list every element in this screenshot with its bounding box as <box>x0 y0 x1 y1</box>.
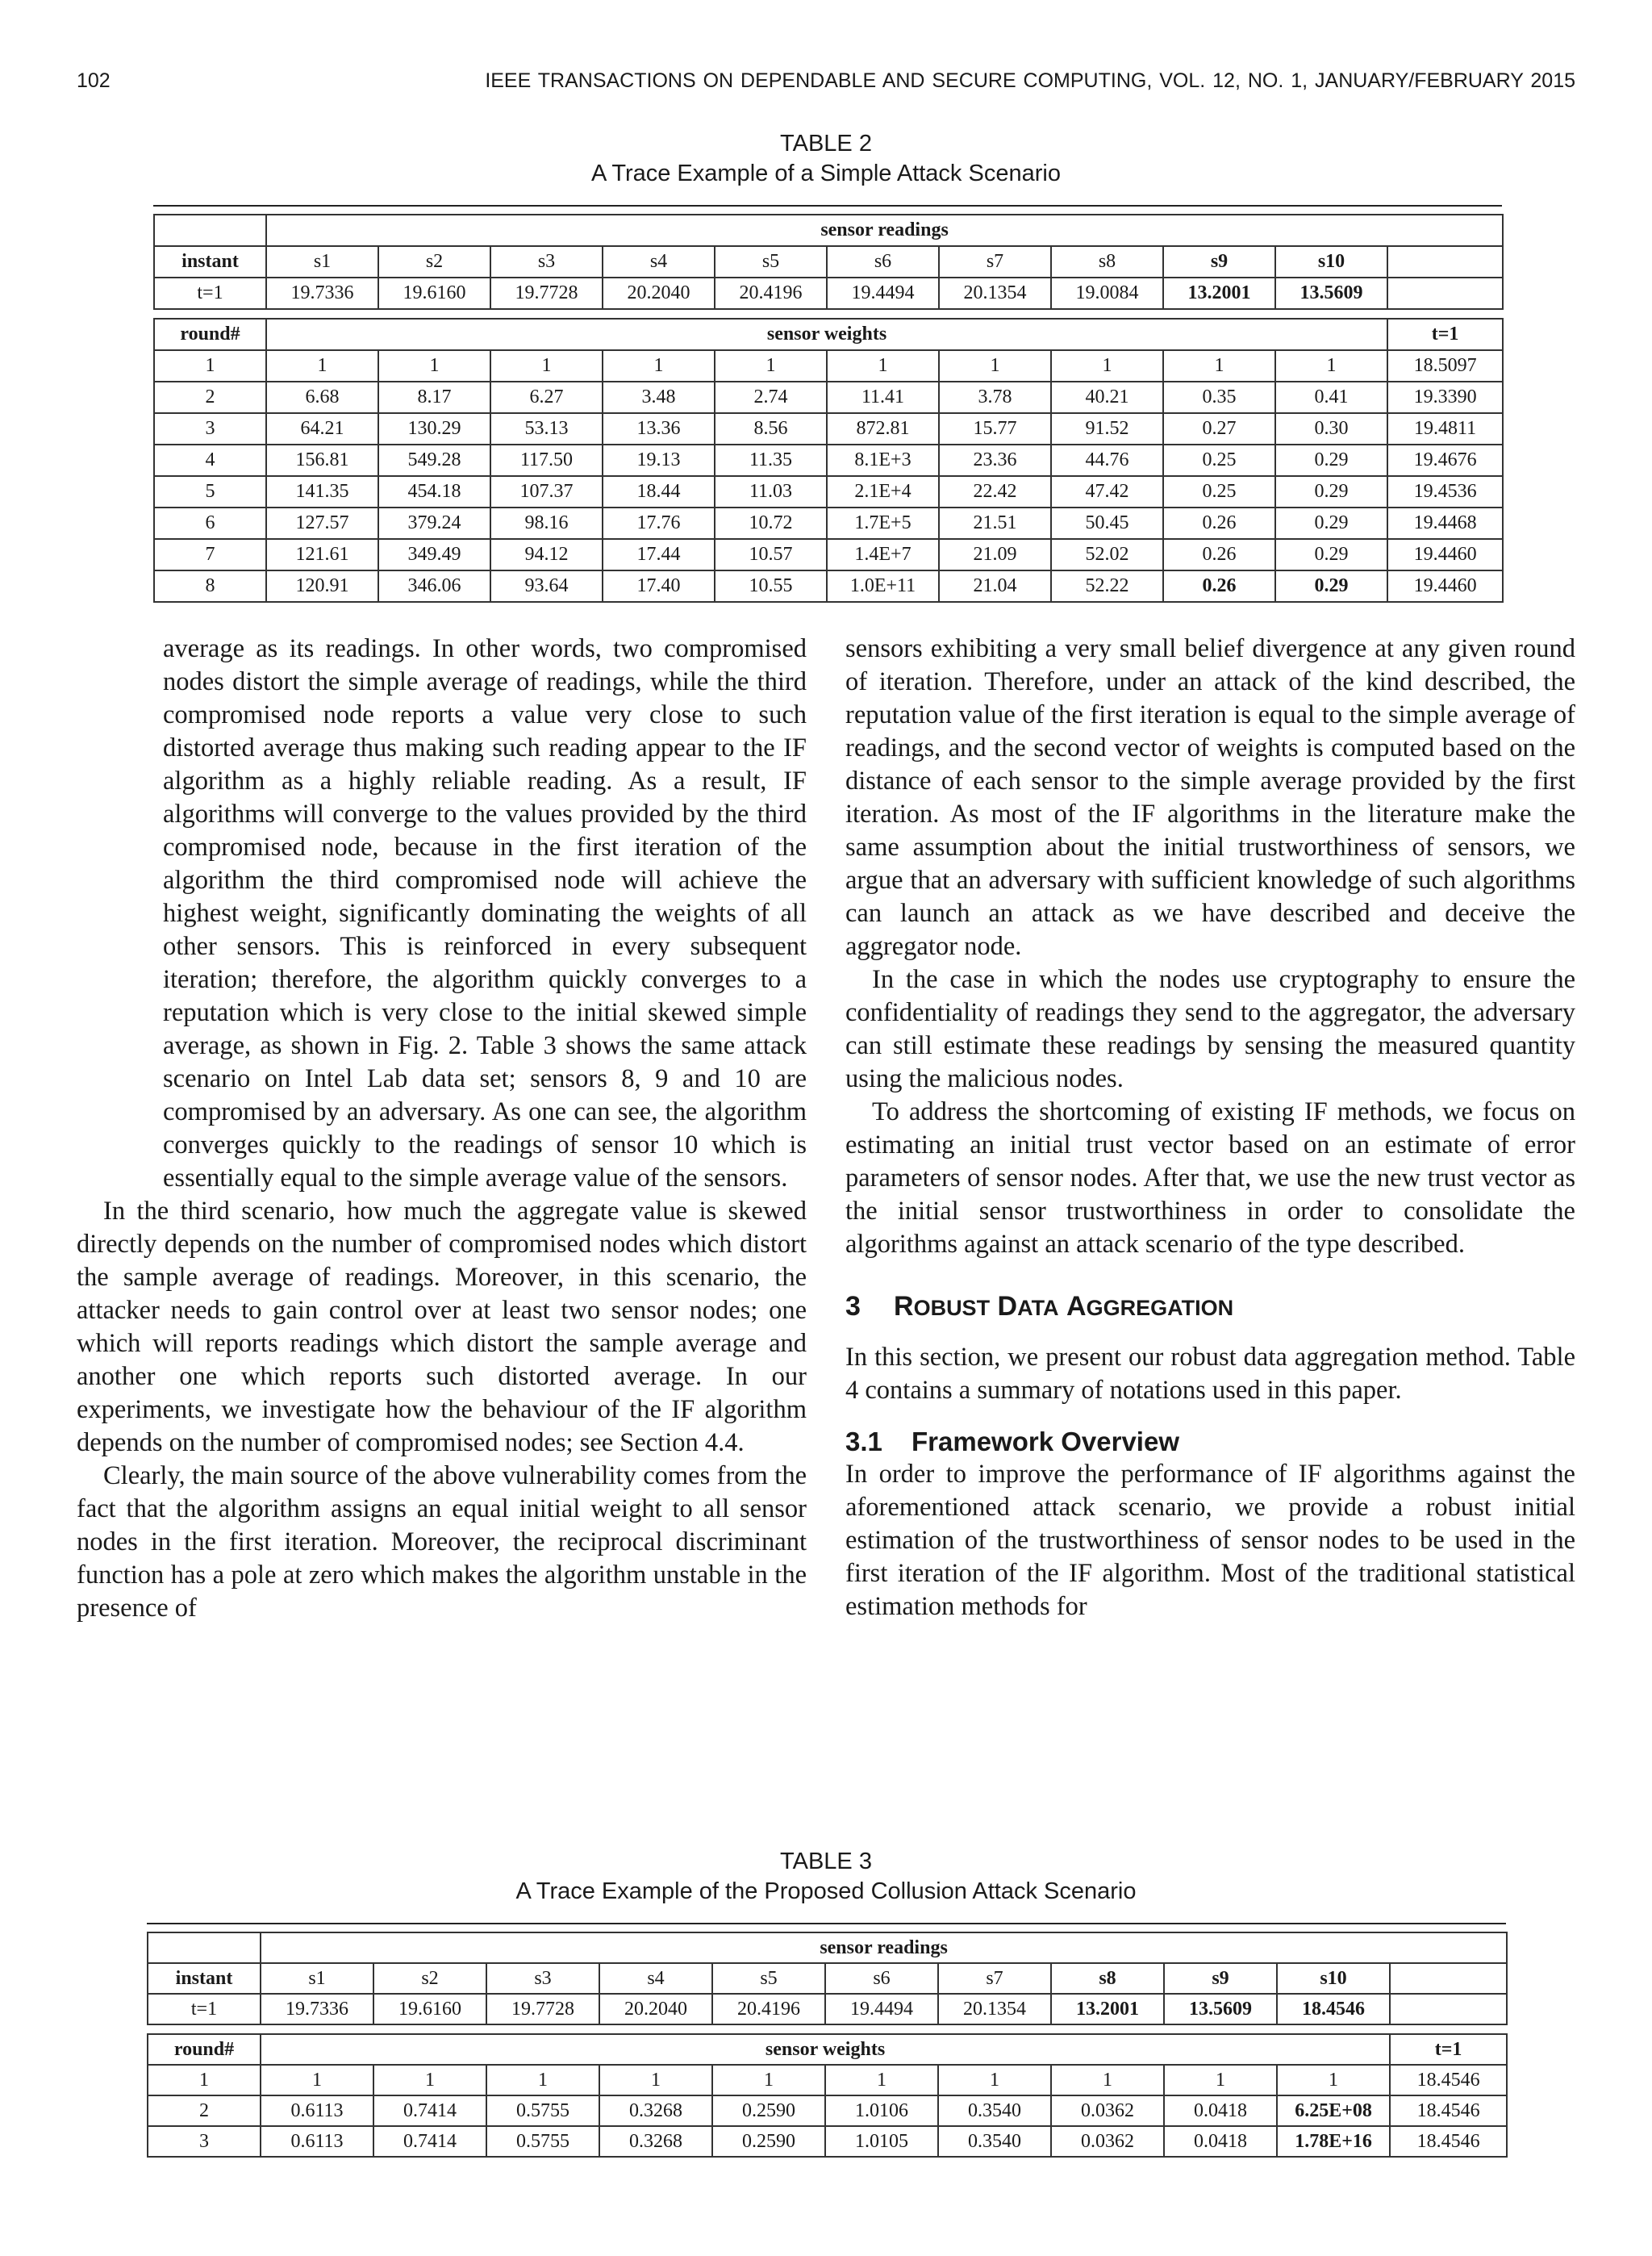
table-cell: 44.76 <box>1051 445 1163 476</box>
table-cell: 1 <box>261 2065 373 2095</box>
table-cell: s6 <box>827 246 939 278</box>
paragraph: In the case in which the nodes use cryptography to ensure the confidentiality of readings they send to the aggregator, the adversary can still estimate these readings by sensing the measured quantity using the malicious nodes. <box>845 965 1575 1093</box>
table-cell: 19.6160 <box>373 1994 486 2024</box>
table-cell: 8 <box>154 570 266 602</box>
table-cell: 1 <box>1277 2065 1390 2095</box>
table-cell: 1 <box>715 350 827 382</box>
section-number: 3 <box>845 1291 861 1322</box>
subsection-heading <box>845 1425 1575 1458</box>
table3-instant-header: instant <box>148 1963 261 1994</box>
table-cell: 4 <box>154 445 266 476</box>
table-cell: 20.4196 <box>712 1994 825 2024</box>
table-cell: 18.4546 <box>1390 2126 1507 2157</box>
table-cell: 8.56 <box>715 413 827 445</box>
table-cell: 0.27 <box>1163 413 1275 445</box>
table-cell: 1 <box>603 350 715 382</box>
table-cell: 11.03 <box>715 476 827 508</box>
table-cell: 0.26 <box>1163 508 1275 539</box>
table3-title: A Trace Example of the Proposed Collusion Attack Scenario <box>515 1878 1137 1904</box>
table-cell: 1 <box>938 2065 1051 2095</box>
table-cell: 13.36 <box>603 413 715 445</box>
table-cell: 6.27 <box>490 382 603 413</box>
table-cell: 20.4196 <box>715 278 827 309</box>
table-cell: 1 <box>373 2065 486 2095</box>
table-cell: 13.5609 <box>1275 278 1387 309</box>
table-cell: 11.35 <box>715 445 827 476</box>
left-column <box>77 633 807 1625</box>
paragraph: To address the shortcoming of existing IF methods, we focus on estimating an initial trust vector based on an estimate of error parameters of sensor nodes. After that, we use the new trust vector as the initial sensor trustworthiness in order to consolidate the algorithms against an attack scenario of the type described. <box>845 1097 1575 1259</box>
table-cell: 53.13 <box>490 413 603 445</box>
table-cell: 15.77 <box>939 413 1051 445</box>
table-cell: s7 <box>938 1963 1051 1994</box>
section-title-smallcaps: GGREGATION <box>1086 1296 1234 1320</box>
paragraph: In this section, we present our robust data aggregation method. Table 4 contains a summary of notations used in this paper. <box>845 1343 1575 1405</box>
table-cell: 1 <box>486 2065 599 2095</box>
table-cell: 1.4E+7 <box>827 539 939 570</box>
table2-result-header: t=1 <box>1387 319 1503 350</box>
table-cell: 1 <box>1164 2065 1277 2095</box>
table-cell: 13.2001 <box>1051 1994 1164 2024</box>
table-cell: s10 <box>1277 1963 1390 1994</box>
table-cell: 17.44 <box>603 539 715 570</box>
table-row <box>154 413 1503 445</box>
table-cell: 1.7E+5 <box>827 508 939 539</box>
table-cell: 0.30 <box>1275 413 1387 445</box>
table-cell <box>1387 246 1503 278</box>
table-cell: 13.2001 <box>1163 278 1275 309</box>
table-cell: 121.61 <box>266 539 378 570</box>
table-cell: s8 <box>1051 1963 1164 1994</box>
table-cell: 19.3390 <box>1387 382 1503 413</box>
paragraph: In order to improve the performance of IF algorithms against the aforementioned attack scenario, we provide a robust initial estimation of the trustworthiness of sensor nodes to be used in the first iteration of the IF algorithm. Most of the traditional statistical estimation methods for <box>845 1460 1575 1621</box>
table-cell: 0.5755 <box>486 2095 599 2126</box>
table-cell: 1 <box>827 350 939 382</box>
table-cell: 52.22 <box>1051 570 1163 602</box>
table-cell: 0.3268 <box>599 2095 712 2126</box>
table-cell: s10 <box>1275 246 1387 278</box>
table-cell: 19.6160 <box>378 278 490 309</box>
table-row <box>148 2126 1507 2157</box>
table-cell: s5 <box>712 1963 825 1994</box>
table-cell: 0.0418 <box>1164 2126 1277 2157</box>
paragraph: Clearly, the main source of the above vulnerability comes from the fact that the algorithm assigns an equal initial weight to all sensor nodes in the first iteration. Moreover, the reciprocal discriminant function has a pole at zero which makes the algorithm unstable in the presence of <box>77 1461 807 1623</box>
table-cell: 1 <box>154 350 266 382</box>
table-cell: 0.6113 <box>261 2095 373 2126</box>
table-cell: 21.51 <box>939 508 1051 539</box>
table2-title: A Trace Example of a Simple Attack Scenario <box>591 161 1061 186</box>
table-cell: 1 <box>1051 350 1163 382</box>
table-cell: 0.41 <box>1275 382 1387 413</box>
table-cell: s8 <box>1051 246 1163 278</box>
table-cell: 20.2040 <box>599 1994 712 2024</box>
table-cell: s6 <box>825 1963 938 1994</box>
table-cell: 19.4676 <box>1387 445 1503 476</box>
table-cell: 19.4494 <box>827 278 939 309</box>
table-cell: s5 <box>715 246 827 278</box>
running-head: IEEE TRANSACTIONS ON DEPENDABLE AND SECURE COMPUTING, VOL. 12, NO. 1, JANUARY/FEBRUARY 2015 <box>485 69 1575 92</box>
table3-readings-header: sensor readings <box>261 1932 1507 1963</box>
table-row <box>148 2065 1507 2095</box>
table-cell: s9 <box>1164 1963 1277 1994</box>
table-cell: 40.21 <box>1051 382 1163 413</box>
table2-sensor-row <box>154 246 1503 278</box>
table-cell: 23.36 <box>939 445 1051 476</box>
table-cell: s4 <box>603 246 715 278</box>
table-cell: 19.7728 <box>490 278 603 309</box>
table-cell: 19.7728 <box>486 1994 599 2024</box>
table-cell: 0.26 <box>1163 539 1275 570</box>
table-cell: 8.17 <box>378 382 490 413</box>
table3-rule <box>147 1923 1506 1924</box>
table-cell: 3.78 <box>939 382 1051 413</box>
table-cell: 6 <box>154 508 266 539</box>
table-cell: 346.06 <box>378 570 490 602</box>
right-column <box>845 633 1575 1623</box>
table-cell: 0.5755 <box>486 2126 599 2157</box>
table-row <box>154 382 1503 413</box>
table-cell: 0.7414 <box>373 2126 486 2157</box>
table-cell: 1 <box>148 2065 261 2095</box>
table-cell: 1 <box>1275 350 1387 382</box>
paragraph: In the third scenario, how much the aggregate value is skewed directly depends on the number of compromised nodes which distort the sample average of readings. Moreover, in this scenario, the attacker needs to gain control over at least two sensor nodes; one which will reports readings which distort the sample average and another one which reports such distorted average. In our experiments, we investigate how the behaviour of the IF algorithm depends on the number of compromised nodes; see Section 4.4. <box>77 1197 807 1457</box>
table-cell: 1 <box>1051 2065 1164 2095</box>
table-cell: 1.0106 <box>825 2095 938 2126</box>
table3 <box>147 1923 1506 2158</box>
paragraph: average as its readings. In other words, two compromised nodes distort the simple average of readings, while the third compromised node reports a value very close to such distorted average thus making such reading appear to the IF algorithm as a highly reliable reading. As a result, IF algorithms will converge to the values provided by the third compromised node, because in the first iteration of the algorithm the third compromised node will achieve the highest weight, significantly dominating the weights of all other sensors. This is reinforced in every subsequent iteration; therefore, the algorithm quickly converges to a reputation which is very close to the initial skewed simple average, as shown in Fig. 2. Table 3 shows the same attack scenario on Intel Lab data set; sensors 8, 9 and 10 are compromised by an adversary. As one can see, the algorithm converges quickly to the readings of sensor 10 which is essentially equal to the simple average value of the sensors. <box>163 634 807 1193</box>
table-cell: 0.2590 <box>712 2126 825 2157</box>
table-cell: 0.0362 <box>1051 2095 1164 2126</box>
table2-caption <box>0 129 1652 189</box>
page-number: 102 <box>77 69 111 92</box>
table-cell: s9 <box>1163 246 1275 278</box>
table-cell: 120.91 <box>266 570 378 602</box>
table-cell: 19.4494 <box>825 1994 938 2024</box>
section-title-initial: R <box>894 1291 914 1322</box>
table-cell: 141.35 <box>266 476 378 508</box>
section-title-smallcaps: OBUST <box>913 1296 991 1320</box>
table-cell: 19.4460 <box>1387 570 1503 602</box>
table-cell: 549.28 <box>378 445 490 476</box>
table-cell <box>1387 278 1503 309</box>
table3-sensor-row <box>148 1963 1507 1994</box>
table-cell: 13.5609 <box>1164 1994 1277 2024</box>
table-cell: s1 <box>266 246 378 278</box>
table-cell: 1 <box>939 350 1051 382</box>
table-cell: 18.5097 <box>1387 350 1503 382</box>
table3-readings-header-row <box>148 1932 1507 1963</box>
table-cell: 0.35 <box>1163 382 1275 413</box>
table-cell: s3 <box>486 1963 599 1994</box>
table2-round-header: round# <box>154 319 266 350</box>
table-cell: 130.29 <box>378 413 490 445</box>
table2-weights-header-row <box>154 319 1503 350</box>
table-cell: 18.4546 <box>1277 1994 1390 2024</box>
section-heading <box>845 1290 1575 1325</box>
table-cell: 21.09 <box>939 539 1051 570</box>
table-cell: 349.49 <box>378 539 490 570</box>
table-cell: 2 <box>148 2095 261 2126</box>
table3-weights-body <box>148 2065 1507 2157</box>
subsection-title: Framework Overview <box>912 1427 1179 1456</box>
table-cell: 11.41 <box>827 382 939 413</box>
table3-label: TABLE 3 <box>780 1849 872 1874</box>
table-cell: 1 <box>825 2065 938 2095</box>
table-cell: 0.29 <box>1275 445 1387 476</box>
table-cell: 19.4460 <box>1387 539 1503 570</box>
table-cell: 1 <box>490 350 603 382</box>
table-row <box>154 508 1503 539</box>
table2-readings-header-row <box>154 215 1503 246</box>
table2-weights <box>153 318 1504 603</box>
table3-weights-header: sensor weights <box>261 2034 1390 2065</box>
table-cell: 0.2590 <box>712 2095 825 2126</box>
table-cell: 1 <box>266 350 378 382</box>
table-cell: 0.0418 <box>1164 2095 1277 2126</box>
table-cell: 1.78E+16 <box>1277 2126 1390 2157</box>
table-cell: 0.3268 <box>599 2126 712 2157</box>
table-cell: 22.42 <box>939 476 1051 508</box>
table-row <box>154 350 1503 382</box>
table-cell: s2 <box>373 1963 486 1994</box>
table-cell: 6.25E+08 <box>1277 2095 1390 2126</box>
table-cell: 156.81 <box>266 445 378 476</box>
table-cell: s3 <box>490 246 603 278</box>
section-title-smallcaps: ATA <box>1017 1296 1059 1320</box>
table-cell: 0.0362 <box>1051 2126 1164 2157</box>
table-cell: 19.0084 <box>1051 278 1163 309</box>
table-cell: 2.1E+4 <box>827 476 939 508</box>
table-cell: 0.3540 <box>938 2126 1051 2157</box>
table-cell: 18.44 <box>603 476 715 508</box>
table-row <box>154 539 1503 570</box>
subsection-number: 3.1 <box>845 1427 882 1456</box>
table-row <box>148 2095 1507 2126</box>
table-cell: 19.4468 <box>1387 508 1503 539</box>
table-cell: 0.29 <box>1275 508 1387 539</box>
table-cell: 0.6113 <box>261 2126 373 2157</box>
page-header <box>77 69 1575 102</box>
table-cell: 0.29 <box>1275 539 1387 570</box>
table2-weights-header: sensor weights <box>266 319 1387 350</box>
table-cell: 20.2040 <box>603 278 715 309</box>
table-cell: 94.12 <box>490 539 603 570</box>
table-cell: 93.64 <box>490 570 603 602</box>
table-cell: 0.26 <box>1163 570 1275 602</box>
table-cell: 19.7336 <box>266 278 378 309</box>
table-cell: 18.4546 <box>1390 2065 1507 2095</box>
table-cell: 127.57 <box>266 508 378 539</box>
table-cell: 1 <box>599 2065 712 2095</box>
table-cell: 2.74 <box>715 382 827 413</box>
table-cell: 91.52 <box>1051 413 1163 445</box>
table-cell: s7 <box>939 246 1051 278</box>
table-cell: 17.76 <box>603 508 715 539</box>
table-cell: 18.4546 <box>1390 2095 1507 2126</box>
table2-instant-header: instant <box>154 246 266 278</box>
table-cell: t=1 <box>154 278 266 309</box>
table-cell: 10.72 <box>715 508 827 539</box>
table-cell: s2 <box>378 246 490 278</box>
table-cell: t=1 <box>148 1994 261 2024</box>
table-cell: 0.3540 <box>938 2095 1051 2126</box>
table-cell: 0.7414 <box>373 2095 486 2126</box>
table-cell: 0.29 <box>1275 476 1387 508</box>
table-cell: 872.81 <box>827 413 939 445</box>
table-cell: 2 <box>154 382 266 413</box>
table-cell: 7 <box>154 539 266 570</box>
table-cell: 20.1354 <box>938 1994 1051 2024</box>
table-cell: 20.1354 <box>939 278 1051 309</box>
table-cell: 5 <box>154 476 266 508</box>
table-cell: 117.50 <box>490 445 603 476</box>
table2-label: TABLE 2 <box>780 131 872 157</box>
table-cell: 52.02 <box>1051 539 1163 570</box>
table-cell: 3 <box>154 413 266 445</box>
table-cell: 0.25 <box>1163 476 1275 508</box>
table3-readings <box>147 1932 1508 2025</box>
table-cell: 47.42 <box>1051 476 1163 508</box>
table-cell: 1 <box>1163 350 1275 382</box>
table-cell: 21.04 <box>939 570 1051 602</box>
table3-round-header: round# <box>148 2034 261 2065</box>
table3-result-header: t=1 <box>1390 2034 1507 2065</box>
table-cell: 50.45 <box>1051 508 1163 539</box>
table3-weights <box>147 2033 1508 2158</box>
section-title-initial: A <box>1066 1291 1087 1322</box>
table-row <box>154 570 1503 602</box>
table-cell: s4 <box>599 1963 712 1994</box>
table-cell: 98.16 <box>490 508 603 539</box>
table-cell: 17.40 <box>603 570 715 602</box>
table3-caption <box>0 1847 1652 1907</box>
table-cell: 107.37 <box>490 476 603 508</box>
table-cell: 1 <box>712 2065 825 2095</box>
table3-instant-row <box>148 1994 1507 2024</box>
table2-weights-body <box>154 350 1503 602</box>
paragraph: sensors exhibiting a very small belief divergence at any given round of iteration. Therefore, under an attack of the kind described, the reputation value of the first iteration is equal to the simple average of readings, and the second vector of weights is computed based on the distance of each sensor to the simple average provided by the first iteration. As most of the IF algorithms in the literature make the same assumption about the initial trustworthiness of sensors, we argue that an adversary with sufficient knowledge of such algorithms can launch an attack as we have described and deceive the aggregator node. <box>845 634 1575 961</box>
table-row <box>154 476 1503 508</box>
table-cell: 8.1E+3 <box>827 445 939 476</box>
table-cell <box>1390 1963 1507 1994</box>
table-cell: 1.0105 <box>825 2126 938 2157</box>
table-cell: 3 <box>148 2126 261 2157</box>
table-row <box>154 445 1503 476</box>
table-cell: 1 <box>378 350 490 382</box>
table-cell: 6.68 <box>266 382 378 413</box>
table-cell: 1.0E+11 <box>827 570 939 602</box>
table-cell: 19.13 <box>603 445 715 476</box>
table-cell: 0.29 <box>1275 570 1387 602</box>
table-cell <box>1390 1994 1507 2024</box>
table-cell: 454.18 <box>378 476 490 508</box>
table2-readings-header: sensor readings <box>266 215 1503 246</box>
table-cell <box>154 215 266 246</box>
table3-weights-header-row <box>148 2034 1507 2065</box>
section-title-initial: D <box>997 1291 1018 1322</box>
table-cell: 10.55 <box>715 570 827 602</box>
table2-readings <box>153 214 1504 310</box>
table2-instant-row <box>154 278 1503 309</box>
table-cell <box>148 1932 261 1963</box>
table2 <box>153 205 1502 603</box>
table-cell: s1 <box>261 1963 373 1994</box>
table-cell: 3.48 <box>603 382 715 413</box>
table-cell: 19.7336 <box>261 1994 373 2024</box>
table2-rule <box>153 205 1502 207</box>
table-cell: 19.4536 <box>1387 476 1503 508</box>
table-cell: 379.24 <box>378 508 490 539</box>
table-cell: 64.21 <box>266 413 378 445</box>
table-cell: 0.25 <box>1163 445 1275 476</box>
table-cell: 10.57 <box>715 539 827 570</box>
table-cell: 19.4811 <box>1387 413 1503 445</box>
